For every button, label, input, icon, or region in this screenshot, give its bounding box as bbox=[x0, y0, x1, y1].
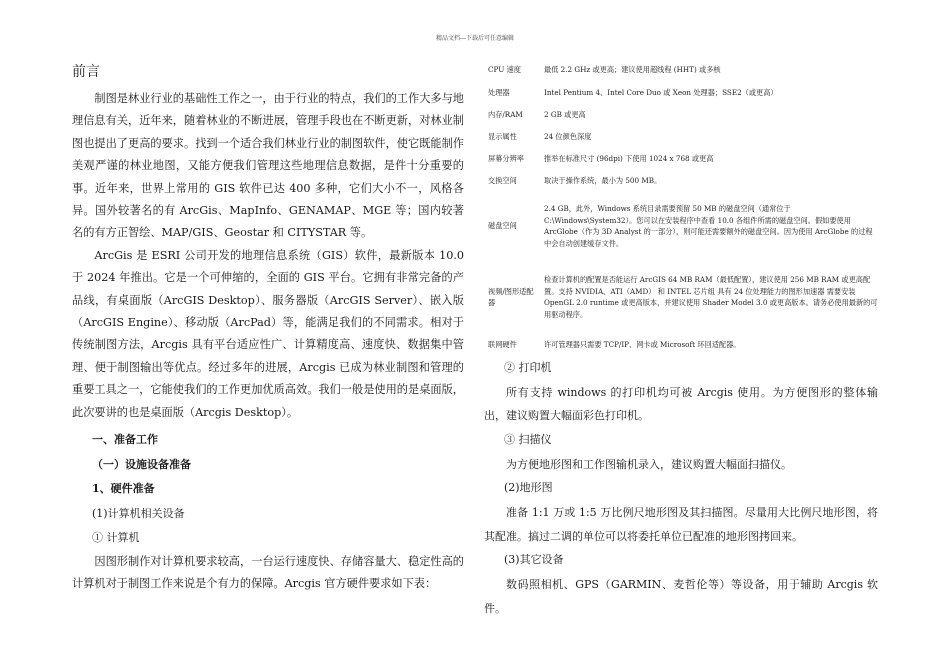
subheading-computer: ① 计算机 bbox=[92, 531, 140, 545]
spec-key: CPU 速度 bbox=[488, 65, 521, 75]
spec-key: 视频/图形适配器 bbox=[488, 286, 534, 307]
spec-key: 处理器 bbox=[488, 88, 510, 98]
subheading-topographic-map: (2)地形图 bbox=[504, 481, 553, 495]
spec-row bbox=[484, 148, 878, 170]
printer-paragraph: 所有支持 windows 的打印机均可被 Arcgis 使用。为方便图形的整体输出，建议购置大幅面彩色打印机。 bbox=[484, 385, 878, 423]
scanner-paragraph: 为方便地形图和工作图输机录入，建议购置大幅面扫描仪。 bbox=[506, 457, 792, 471]
spec-key: 显示属性 bbox=[488, 132, 517, 142]
spec-value: 2.4 GB，此外，Windows 系统目录需要预留 50 MB 的磁盘空间（通常位于 C:\Windows\System32）。您可以在安装程序中查看 10.0 各组件所需的磁盘空间。假如要使用 ArcGlobe（作为 3D Analyst 的一部分），则可能还需要额外的磁盘空间。因为使用 ArcGlobe 的过程中会自动创建缓存文件。 bbox=[544, 204, 873, 248]
right-column bbox=[484, 58, 878, 621]
computer-paragraph: 因图形制作对计算机要求较高，一台运行速度快、存储容量大、稳定性高的计算机对于制图工作来说是个有力的保障。Arcgis 官方硬件要求如下表： bbox=[72, 554, 464, 590]
topographic-map-paragraph: 准备 1:1 万或 1:5 万比例尺地形图及其扫描图。尽量用大比例尺地形图，将其配准。搞过二调的单位可以将委托单位已配准的地形图拷回来。 bbox=[484, 505, 878, 543]
subheading-printer: ② 打印机 bbox=[504, 361, 552, 374]
spec-value: 24 位颜色深度 bbox=[544, 132, 592, 142]
spec-value: 最低 2.2 GHz 或更高；建议使用超线程 (HHT) 或多核 bbox=[544, 65, 721, 75]
intro-paragraph-2: ArcGis 是 ESRI 公司开发的地理信息系统（GIS）软件，最新版本 10.0 于 2024 年推出。它是一个可伸缩的，全面的 GIS 平台。它拥有非常完备的产品线，有桌面版（ArcGIS Desktop）、服务器版（ArcGIS Server）、嵌入版（ArcGIS Engine）、移动版（ArcPad）等，能满足我们的不同需求。相对于传统制图方法，Arcgis 具有平台适应性广、计算精度高、速度快、数据集中管理、便于制图输出等优点。经过多年的进展，Arcgis 已成为林业制图和管理的重要工具之一，它能使我们的工作更加优质高效。我们一般是使用的是桌面版，此次要讲的也是桌面版（Arcgis Desktop）。 bbox=[72, 248, 464, 419]
spec-row bbox=[484, 126, 878, 148]
spec-value: 2 GB 或更高 bbox=[544, 110, 586, 120]
spec-row bbox=[484, 82, 878, 104]
spec-value: 许可管理器只需要 TCP/IP、网卡或 Microsoft 环回适配器。 bbox=[544, 340, 741, 350]
spec-value: 检查计算机的配置是否能运行 ArcGIS 64 MB RAM（最低配置），建议使用 256 MB RAM 或更高配置。支持 NVIDIA、ATI（AMD） 和 INTEL 芯片组 具有 24 位处理能力的图形加速器 需要安装 OpenGL 2.0 runtime 或更高版本，并建议使用 Shader Model 3.0 或更高版本。请务必使用最新的可用驱动程序。 bbox=[544, 275, 878, 319]
heading-equipment: （一）设施设备准备 bbox=[92, 457, 191, 471]
other-equipment-paragraph: 数码照相机、GPS（GARMIN、麦哲伦等）等设备，用于辅助 Arcgis 软件。 bbox=[484, 577, 878, 615]
subheading-other-equipment: (3)其它设备 bbox=[504, 553, 564, 567]
spec-row bbox=[484, 260, 878, 334]
spec-key: 屏幕分辨率 bbox=[488, 154, 524, 164]
spec-value: Intel Pentium 4、Intel Core Duo 或 Xeon 处理器；SSE2（或更高） bbox=[544, 88, 778, 98]
left-column bbox=[72, 58, 464, 595]
spec-row bbox=[484, 170, 878, 192]
spec-key: 联网硬件 bbox=[488, 340, 517, 350]
spec-row bbox=[484, 334, 878, 356]
hardware-spec-table bbox=[484, 58, 878, 356]
heading-hardware: 1、硬件准备 bbox=[92, 482, 155, 496]
spec-key: 内存/RAM bbox=[488, 110, 523, 120]
intro-paragraph-1: 制图是林业行业的基础性工作之一，由于行业的特点，我们的工作大多与地理信息有关，近年来，随着林业的不断进展，管理手段也在不断更新，对林业制图也提出了更高的要求。找到一个适合我们林业行业的制图软件，使它既能制作美观严谨的林业地图，又能方便我们管理这些地理信息数据，是件十分重要的事。近年来，世界上常用的 GIS 软件已达 400 多种，它们大小不一，风格各异。国外较著名的有 ArcGis、MapInfo、GENAMAP、MGE 等；国内较著名的有方正智绘、MAP/GIS、Geostar 和 CITYSTAR 等。 bbox=[72, 92, 464, 240]
page-header: 精品文档---下载后可任意编辑 bbox=[435, 35, 515, 42]
heading-preparation: 一、准备工作 bbox=[92, 433, 158, 447]
spec-value: 推举在标准尺寸 (96dpi) 下使用 1024 x 768 或更高 bbox=[544, 154, 714, 164]
subheading-scanner: ③ 扫描仪 bbox=[504, 433, 552, 447]
subheading-computer-devices: (1)计算机相关设备 bbox=[92, 506, 185, 520]
spec-key: 磁盘空间 bbox=[488, 221, 517, 231]
spec-key: 交换空间 bbox=[488, 176, 517, 186]
spec-row bbox=[484, 192, 878, 260]
section-title: 前言 bbox=[72, 64, 100, 80]
spec-value: 取决于操作系统，最小为 500 MB。 bbox=[544, 176, 662, 186]
spec-row bbox=[484, 104, 878, 126]
spec-row bbox=[484, 58, 878, 82]
